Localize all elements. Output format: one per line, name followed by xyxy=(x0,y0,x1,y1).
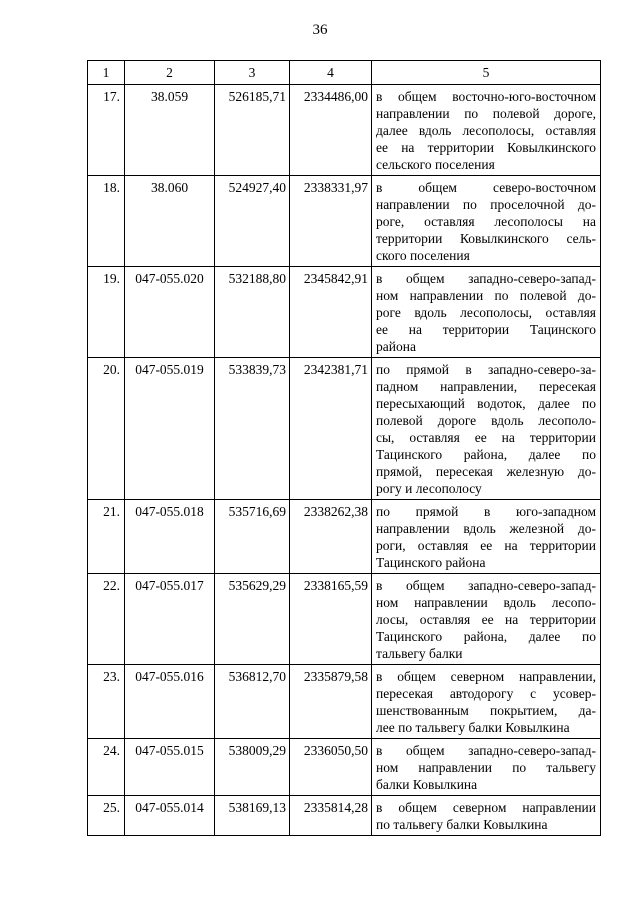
x-coordinate-cell: 524927,40 xyxy=(215,176,290,267)
description-line: лосы, оставляя ее на территории xyxy=(376,612,596,627)
x-coordinate-cell: 536812,70 xyxy=(215,665,290,739)
description-cell xyxy=(372,796,601,836)
description-line: балки Ковылкина xyxy=(376,777,478,792)
header-cell: 3 xyxy=(215,61,290,85)
description-cell xyxy=(372,358,601,500)
description-line: прямой, пересекая железную до- xyxy=(376,464,596,479)
y-coordinate-cell: 2345842,91 xyxy=(290,267,372,358)
point-code-cell: 38.059 xyxy=(125,85,215,176)
description-line: Тацинского района, далее по xyxy=(376,629,596,644)
description-line: роге вдоль лесополосы, оставляя xyxy=(376,305,596,320)
point-code-cell: 047-055.019 xyxy=(125,358,215,500)
description-cell xyxy=(372,85,601,176)
y-coordinate-cell: 2338165,59 xyxy=(290,574,372,665)
description-line: далее вдоль лесополосы, оставляя xyxy=(376,123,596,138)
description-cell xyxy=(372,500,601,574)
description-line: направлении по полевой дороге, xyxy=(376,106,596,121)
row-number-cell: 20. xyxy=(88,358,125,500)
description-cell xyxy=(372,574,601,665)
row-number-cell: 17. xyxy=(88,85,125,176)
row-number-cell: 18. xyxy=(88,176,125,267)
y-coordinate-cell: 2336050,50 xyxy=(290,739,372,796)
description-line: в общем западно-северо-запад- xyxy=(376,578,596,593)
table-header-row xyxy=(88,61,601,85)
y-coordinate-cell: 2338331,97 xyxy=(290,176,372,267)
x-coordinate-cell: 538009,29 xyxy=(215,739,290,796)
description-line: в общем западно-северо-запад- xyxy=(376,271,596,286)
row-number-cell: 19. xyxy=(88,267,125,358)
y-coordinate-cell: 2334486,00 xyxy=(290,85,372,176)
description-line: пересыхающий водоток, далее по xyxy=(376,396,596,411)
row-number-cell: 23. xyxy=(88,665,125,739)
description-line: ее на территории Тацинского xyxy=(376,322,596,337)
description-line: территории Ковылкинского сель- xyxy=(376,231,596,246)
table-row xyxy=(88,665,601,739)
description-line: ном направлении по полевой до- xyxy=(376,288,596,303)
point-code-cell: 047-055.020 xyxy=(125,267,215,358)
y-coordinate-cell: 2335879,58 xyxy=(290,665,372,739)
x-coordinate-cell: 535629,29 xyxy=(215,574,290,665)
row-number-cell: 22. xyxy=(88,574,125,665)
description-line: пересекая автодорогу с усовер- xyxy=(376,686,596,701)
coordinates-table xyxy=(87,60,601,836)
row-number-cell: 21. xyxy=(88,500,125,574)
page-number: 36 xyxy=(312,22,328,38)
description-line: в общем восточно-юго-восточном xyxy=(376,89,596,104)
table-row xyxy=(88,85,601,176)
point-code-cell: 047-055.017 xyxy=(125,574,215,665)
x-coordinate-cell: 526185,71 xyxy=(215,85,290,176)
description-cell xyxy=(372,739,601,796)
description-line: сы, оставляя ее на территории xyxy=(376,430,596,445)
description-line: ном направлении вдоль лесопо- xyxy=(376,595,596,610)
y-coordinate-cell: 2342381,71 xyxy=(290,358,372,500)
description-cell xyxy=(372,665,601,739)
row-number-cell: 25. xyxy=(88,796,125,836)
description-line: по прямой в западно-северо-за- xyxy=(376,362,596,377)
description-line: в общем северном направлении xyxy=(376,800,596,815)
description-line: Тацинского района, далее по xyxy=(376,447,596,462)
y-coordinate-cell: 2335814,28 xyxy=(290,796,372,836)
description-line: в общем северном направлении, xyxy=(376,669,596,684)
x-coordinate-cell: 538169,13 xyxy=(215,796,290,836)
description-line: ского поселения xyxy=(376,248,470,263)
description-line: направлении вдоль железной до- xyxy=(376,521,596,536)
description-line: ее на территории Ковылкинского xyxy=(376,140,596,155)
table-row xyxy=(88,267,601,358)
point-code-cell: 047-055.016 xyxy=(125,665,215,739)
point-code-cell: 047-055.014 xyxy=(125,796,215,836)
table-row xyxy=(88,358,601,500)
row-number-cell: 24. xyxy=(88,739,125,796)
header-cell: 2 xyxy=(125,61,215,85)
x-coordinate-cell: 533839,73 xyxy=(215,358,290,500)
description-cell xyxy=(372,267,601,358)
header-cell: 5 xyxy=(372,61,601,85)
table-row xyxy=(88,739,601,796)
description-line: Тацинского района xyxy=(376,555,486,570)
y-coordinate-cell: 2338262,38 xyxy=(290,500,372,574)
description-line: полевой дороге вдоль лесополо- xyxy=(376,413,596,428)
table-row xyxy=(88,500,601,574)
x-coordinate-cell: 532188,80 xyxy=(215,267,290,358)
description-line: роги, оставляя ее на территории xyxy=(376,538,596,553)
description-line: тальвегу балки xyxy=(376,646,463,661)
x-coordinate-cell: 535716,69 xyxy=(215,500,290,574)
description-line: роге, оставляя лесополосы на xyxy=(376,214,596,229)
description-line: по тальвегу балки Ковылкина xyxy=(376,817,548,832)
description-cell xyxy=(372,176,601,267)
description-line: падном направлении, пересекая xyxy=(376,379,596,394)
description-line: сельского поселения xyxy=(376,157,495,172)
header-cell: 1 xyxy=(88,61,125,85)
table-row xyxy=(88,574,601,665)
header-cell: 4 xyxy=(290,61,372,85)
description-line: в общем западно-северо-запад- xyxy=(376,743,596,758)
description-line: в общем северо-восточном xyxy=(376,180,596,195)
description-line: ном направлении по тальвегу xyxy=(376,760,596,775)
point-code-cell: 047-055.015 xyxy=(125,739,215,796)
point-code-cell: 047-055.018 xyxy=(125,500,215,574)
description-line: района xyxy=(376,339,416,354)
description-line: рогу и лесополосу xyxy=(376,481,482,496)
description-line: лее по тальвегу балки Ковылкина xyxy=(376,720,570,735)
description-line: по прямой в юго-западном xyxy=(376,504,596,519)
description-line: направлении по проселочной до- xyxy=(376,197,596,212)
point-code-cell: 38.060 xyxy=(125,176,215,267)
table-row xyxy=(88,796,601,836)
description-line: шенствованным покрытием, да- xyxy=(376,703,596,718)
table-row xyxy=(88,176,601,267)
